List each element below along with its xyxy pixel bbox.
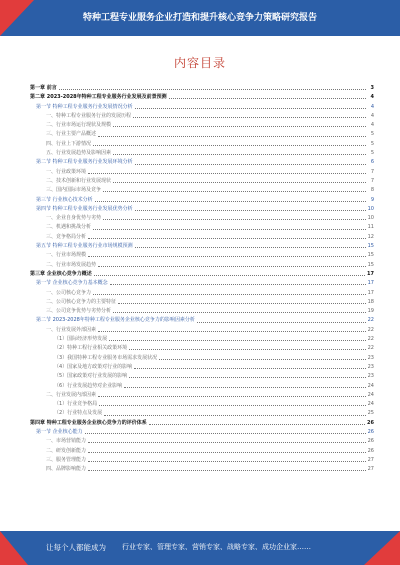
toc-entry-page: 23 [367,354,374,361]
toc-entry-page: 9 [370,196,374,203]
page-footer [0,531,400,565]
toc-entry-title: 三、竞争格局分析 [46,233,87,240]
toc-entry-page: 23 [367,373,374,380]
toc-entry-page: 6 [370,159,374,166]
toc-entry-title: 三、服务管理能力 [46,456,87,463]
toc-entry-title: 二、技术创新和行业发展现状 [46,177,112,184]
toc-dot-leader [85,433,366,434]
toc-dot-leader [98,396,366,397]
toc-entry-page: 10 [367,205,374,212]
toc-entry[interactable] [30,158,374,167]
toc-entry-title: 一、行业政策环境 [46,168,87,175]
toc-entry-page: 10 [367,215,374,222]
toc-entry[interactable] [30,205,374,214]
footer-accent-right [364,531,400,565]
toc-entry-title: 第四章 特种工程专业服务企业核心竞争力的评价体系 [30,419,147,426]
toc-dot-leader [104,415,365,416]
toc-entry[interactable] [30,363,374,372]
toc-entry-title: 一、公司核心竞争力 [46,289,92,296]
toc-entry-title: 三、公司竞争优势与劣势分析 [46,308,112,315]
toc-entry-page: 22 [367,326,374,333]
toc-entry-title: （3）我国特种工程专业服务市场需求发展状况 [54,354,158,361]
toc-entry[interactable] [30,196,374,205]
toc-entry-title: 三、国内国际市场及竞争 [46,187,102,194]
toc-entry-page: 17 [367,289,374,296]
toc-entry-page: 15 [367,252,374,259]
toc-entry-page: 7 [370,177,374,184]
toc-entry-title: （5）国家政策对行业发展的影响 [54,373,128,380]
toc-entry[interactable] [30,112,374,121]
toc-dot-leader [88,442,366,443]
toc-dot-leader [59,89,366,90]
toc-entry-page: 22 [367,317,374,324]
toc-entry-title: 第五节 特种工程专业服务行业市场规模预测 [36,243,133,250]
toc-entry-page: 27 [367,456,374,463]
toc-entry-page: 26 [367,428,374,435]
toc-dot-leader [88,238,366,239]
toc-entry-title: （6）行业发展趋势对企业影响 [54,382,123,389]
toc-entry-page: 8 [370,187,374,194]
toc-entry-page: 18 [367,298,374,305]
toc-dot-leader [88,256,366,257]
toc-entry-title: 第三节 行业核心技术分析 [36,196,93,203]
toc-entry-page: 11 [367,224,374,231]
toc-entry-title: 二、行业市场运行现状及规模 [46,122,112,129]
toc-entry-page: 24 [367,391,374,398]
toc-entry[interactable] [30,130,374,139]
toc-entry[interactable] [30,261,374,270]
toc-dot-leader [93,145,366,146]
toc-entry-page: 15 [367,243,374,250]
toc-entry[interactable] [30,344,374,353]
toc-entry[interactable] [30,419,374,428]
toc-dot-leader [109,340,365,341]
toc-entry-page: 5 [370,131,374,138]
toc-dot-leader [159,359,365,360]
toc-entry[interactable] [30,149,374,158]
toc-entry[interactable] [30,186,374,195]
toc-dot-leader [99,405,365,406]
toc-entry[interactable] [30,400,374,409]
toc-entry-page: 4 [370,122,374,129]
toc-dot-leader [113,126,366,127]
toc-dot-leader [135,247,366,248]
toc-entry[interactable] [30,437,374,446]
toc-dot-leader [94,275,365,276]
toc-dot-leader [113,182,366,183]
toc-entry-title: （4）国家及地方政策对行业的影响 [54,363,133,370]
toc-entry-title: 四、品牌影响能力 [46,466,87,473]
toc-entry[interactable] [30,335,374,344]
toc-entry-page: 7 [370,168,374,175]
toc-entry-title: （1）国际经济形势发展 [54,336,108,343]
toc-entry[interactable] [30,214,374,223]
toc-dot-leader [98,136,366,137]
toc-entry-title: （2）特种工程行业相关政策环境 [54,345,128,352]
toc-entry-title: 二、机遇和挑战分析 [46,224,92,231]
toc-dot-leader [135,210,366,211]
toc-entry-title: 二、行业发展内部因素 [46,391,97,398]
toc-entry-title: （1）行业竞争格局 [54,401,98,408]
toc-dot-leader [169,98,366,99]
toc-entry-page: 17 [367,270,374,277]
toc-entry-page: 4 [370,103,374,110]
toc-entry-title: 三、行业主要产品概述 [46,131,97,138]
toc-dot-leader [129,349,365,350]
toc-dot-leader [88,452,366,453]
toc-entry[interactable] [30,382,374,391]
toc-dot-leader [88,470,366,471]
toc-dot-leader [98,266,366,267]
toc-entry-page: 24 [367,401,374,408]
toc-dot-leader [88,461,366,462]
footer-slogan-right: 行业专家、管理专家、营销专家、战略专家、成功企业家…… [122,543,311,551]
toc-dot-leader [103,191,366,192]
report-title: 特种工程专业服务企业打造和提升核心竞争力策略研究报告 [82,13,317,23]
toc-entry-page: 26 [367,447,374,454]
toc-entry-title: 一、市场营销能力 [46,438,87,445]
toc-entry[interactable] [30,298,374,307]
toc-entry-title: 一、特种工程专业服务行业的发展历程 [46,112,132,119]
toc-entry[interactable] [30,354,374,363]
toc-entry[interactable] [30,307,374,316]
toc-entry-page: 3 [370,85,374,91]
toc-entry[interactable] [30,316,374,325]
toc-entry[interactable] [30,409,374,418]
toc-entry[interactable] [30,428,374,437]
toc-entry-title: 第三章 企业核心竞争力概述 [30,270,92,277]
toc-dot-leader [149,424,365,425]
toc-dot-leader [197,322,366,323]
toc-entry-page: 17 [367,280,374,287]
toc-entry-title: 一、行业市场规模 [46,252,87,259]
toc-entry-title: 第二章 2023-2028年特种工程专业服务行业发展及前景预测 [30,94,167,101]
toc-entry[interactable] [30,447,374,456]
toc-entry-title: 第一节 企业核心能力 [36,428,83,435]
toc-dot-leader [135,164,366,165]
toc-entry-page: 25 [367,410,374,417]
toc-dot-leader [93,294,366,295]
toc-entry-title: （2）行业特点及发展 [54,410,103,417]
toc-entry[interactable] [30,168,374,177]
toc-entry[interactable] [30,223,374,232]
toc-entry[interactable] [30,270,374,279]
toc-entry[interactable] [30,391,374,400]
toc-entry[interactable] [30,242,374,251]
toc-entry[interactable] [30,465,374,474]
toc-entry-title: 第四节 特种工程专业服务行业发展优势分析 [36,205,133,212]
table-of-contents [30,84,374,474]
toc-dot-leader [135,108,366,109]
toc-dot-leader [88,173,366,174]
toc-entry-title: 第一节 企业核心竞争力基本概念 [36,280,108,287]
toc-dot-leader [95,201,366,202]
toc-entry-title: 二、行业市场发展趋势 [46,261,97,268]
toc-entry-title: 第二节 特种工程专业服务行业发展环境分析 [36,159,133,166]
toc-entry-title: 四、行业上下游情况 [46,140,92,147]
toc-dot-leader [133,117,366,118]
toc-dot-leader [118,303,366,304]
page-header [0,0,400,36]
toc-entry[interactable] [30,372,374,381]
toc-entry-title: 二、研发创新能力 [46,447,87,454]
footer-slogan-left: 让每个人都能成为 [46,543,106,552]
toc-heading: 内容目录 [173,56,226,70]
toc-entry-title: 第一章 前言 [30,85,57,91]
toc-entry-title: 二、公司核心竞争力的主要特征 [46,298,117,305]
toc-entry[interactable] [30,251,374,260]
toc-entry-title: 第一节 特种工程专业服务行业发展情况分析 [36,103,133,110]
toc-dot-leader [103,219,366,220]
toc-entry-page: 19 [367,308,374,315]
toc-dot-leader [134,368,365,369]
toc-entry-title: 一、行业发展外部因素 [46,326,97,333]
toc-dot-leader [110,284,366,285]
toc-entry-page: 24 [367,382,374,389]
toc-entry-page: 22 [367,345,374,352]
toc-entry-page: 23 [367,363,374,370]
toc-entry-title: 第二节 2023-2028年特种工程专业服务企业核心竞争力的影响因素分析 [36,317,195,324]
toc-entry-page: 5 [370,140,374,147]
toc-entry[interactable] [30,121,374,130]
toc-entry-page: 4 [370,94,374,101]
toc-entry[interactable] [30,177,374,186]
toc-entry-page: 5 [370,150,374,157]
toc-dot-leader [113,154,366,155]
toc-entry[interactable] [30,289,374,298]
toc-dot-leader [129,377,365,378]
toc-entry-page: 4 [370,112,374,119]
toc-dot-leader [113,312,366,313]
toc-dot-leader [98,331,366,332]
toc-entry[interactable] [30,103,374,112]
toc-entry-page: 15 [367,261,374,268]
toc-dot-leader [124,387,365,388]
toc-entry[interactable] [30,233,374,242]
toc-entry[interactable] [30,279,374,288]
toc-entry[interactable] [30,456,374,465]
footer-accent-left [0,531,28,565]
toc-entry-page: 12 [367,233,374,240]
toc-entry-page: 27 [367,466,374,473]
toc-entry-title: 一、企业自身优势与劣势 [46,215,102,222]
toc-entry-page: 22 [367,336,374,343]
toc-entry-page: 26 [367,419,374,426]
toc-entry[interactable] [30,84,374,93]
toc-entry[interactable] [30,140,374,149]
toc-entry[interactable] [30,326,374,335]
toc-entry-page: 26 [367,438,374,445]
toc-dot-leader [93,229,366,230]
toc-entry-title: 五、行业发展趋势及影响因素 [46,150,112,157]
toc-entry[interactable] [30,93,374,102]
